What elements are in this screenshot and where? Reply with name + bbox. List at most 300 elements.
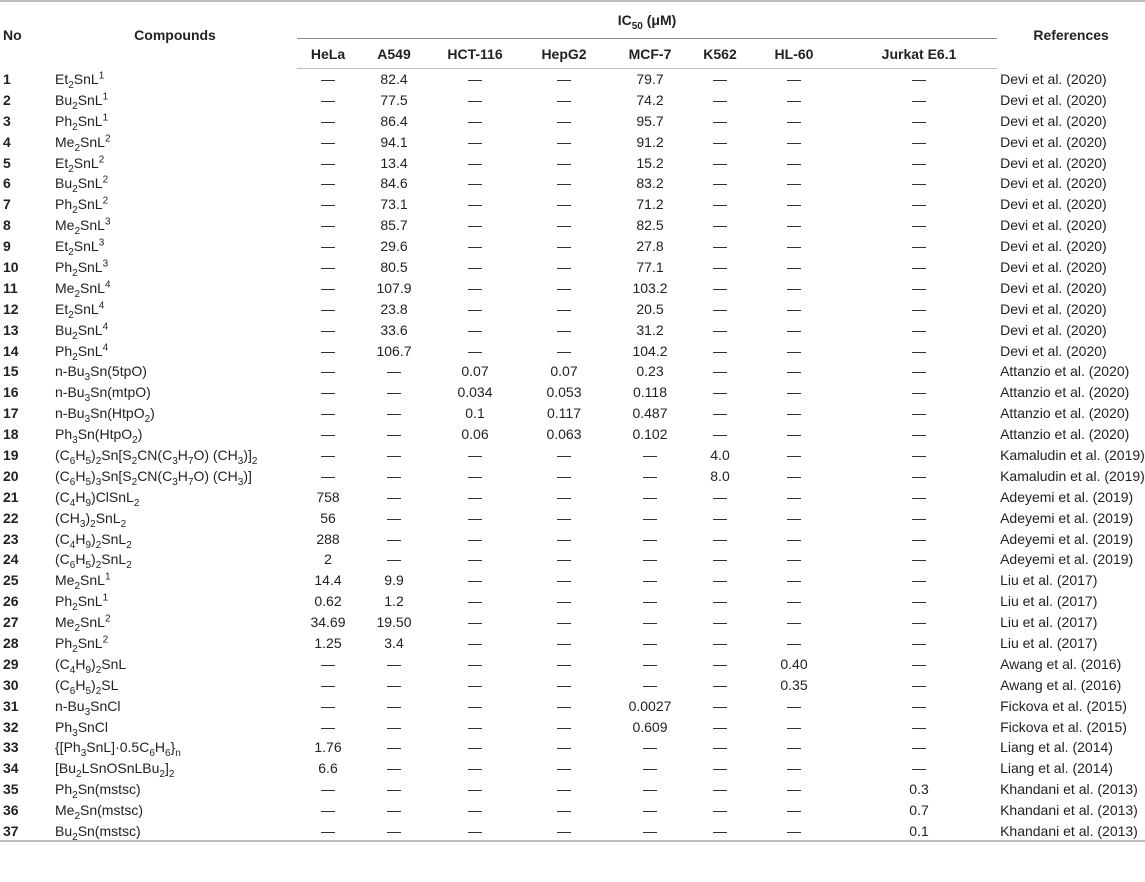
value-a549: 3.4	[384, 634, 404, 651]
reference: Devi et al. (2020)	[1000, 321, 1107, 338]
table-row	[0, 236, 1145, 257]
formula-text: LSnOSnLBu	[81, 760, 160, 777]
row-number: 5	[3, 154, 11, 171]
formula-text: SnCl	[90, 697, 121, 714]
table-row	[0, 424, 1145, 445]
value-a549: —	[387, 530, 401, 547]
formula-text: Sn(mstsc)	[77, 781, 141, 798]
value-hela: —	[321, 384, 335, 401]
formula-text: Me	[55, 133, 75, 150]
row-number: 25	[3, 572, 19, 589]
formula-subscript: 3	[84, 372, 91, 384]
value-jurkat: —	[912, 488, 927, 505]
value-hela: —	[321, 655, 335, 672]
formula-text: Me	[55, 217, 75, 234]
row-number: 30	[3, 676, 19, 693]
value-hela: 1.25	[314, 634, 342, 651]
reference: Kamaludin et al. (2019)	[1000, 446, 1145, 463]
value-hela: —	[321, 446, 335, 463]
value-jurkat: —	[912, 384, 927, 401]
value-hl-60: —	[787, 426, 801, 443]
value-hl-60: —	[787, 217, 801, 234]
compound-formula	[53, 445, 297, 466]
value-hepg2: —	[557, 718, 571, 735]
formula-subscript: 9	[85, 539, 92, 551]
value-mcf-7: —	[643, 551, 657, 568]
value-a549: —	[387, 739, 401, 756]
formula-subscript: 2	[68, 246, 74, 258]
reference: Devi et al. (2020)	[1000, 112, 1107, 129]
value-hl-60: —	[787, 342, 801, 359]
value-k562: —	[713, 781, 727, 798]
value-mcf-7: 0.102	[632, 426, 668, 443]
value-hct-116: —	[468, 217, 482, 234]
formula-subscript: 2	[74, 142, 81, 154]
value-jurkat: —	[912, 655, 927, 672]
value-hepg2: —	[557, 342, 571, 359]
formula-text: SnL	[77, 112, 103, 129]
value-k562: —	[713, 718, 727, 735]
value-hl-60: —	[787, 551, 801, 568]
value-a549: —	[387, 781, 401, 798]
row-number: 19	[3, 446, 19, 463]
value-jurkat: —	[912, 279, 927, 296]
value-k562: —	[713, 739, 727, 756]
compound-formula	[53, 319, 297, 340]
formula-text: Sn[S	[101, 467, 132, 484]
compound-formula	[53, 528, 297, 549]
value-hl-60: —	[787, 488, 801, 505]
header-jurkat: Jurkat E6.1	[841, 39, 997, 69]
value-hct-116: —	[468, 593, 482, 610]
value-a549: —	[387, 551, 401, 568]
formula-text: )	[91, 446, 96, 463]
table-row	[0, 89, 1145, 110]
value-jurkat: —	[912, 238, 927, 255]
value-k562: —	[713, 614, 727, 631]
value-jurkat: —	[912, 676, 927, 693]
formula-text: Sn(5tpO)	[90, 363, 147, 380]
header-no: No	[0, 1, 53, 69]
header-hl-60: HL-60	[747, 39, 841, 69]
value-hela: —	[321, 676, 335, 693]
formula-text: Ph	[55, 258, 73, 275]
value-hct-116: —	[468, 258, 482, 275]
reference: Liu et al. (2017)	[1000, 572, 1098, 589]
compound-formula	[53, 507, 297, 528]
value-hela: 6.6	[318, 760, 338, 777]
value-hepg2: 0.117	[547, 405, 581, 422]
formula-text: Ph	[55, 634, 73, 651]
formula-text: SnL	[73, 70, 99, 87]
value-a549: 80.5	[380, 258, 408, 275]
formula-subscript: 3	[79, 518, 86, 530]
value-hela: —	[321, 196, 335, 213]
value-a549: 33.6	[380, 321, 408, 338]
value-a549: —	[387, 655, 401, 672]
value-jurkat: —	[912, 71, 927, 88]
formula-text: SnL	[77, 196, 103, 213]
value-a549: 77.5	[380, 91, 408, 108]
row-number: 14	[3, 342, 19, 359]
formula-subscript: 9	[85, 497, 92, 509]
value-k562: —	[713, 279, 727, 296]
formula-text: Me	[55, 802, 75, 819]
value-jurkat: —	[912, 258, 927, 275]
formula-text: SnL	[77, 91, 103, 108]
value-k562: 8.0	[710, 467, 730, 484]
formula-text: Sn(mstsc)	[80, 802, 144, 819]
value-jurkat: —	[912, 760, 927, 777]
formula-subscript: 2	[126, 539, 132, 551]
row-number: 29	[3, 655, 19, 672]
value-hl-60: —	[787, 363, 801, 380]
value-k562: —	[713, 112, 727, 129]
value-k562: —	[713, 217, 727, 234]
formula-text: )	[91, 551, 96, 568]
formula-text: )ClSnL	[91, 488, 134, 505]
formula-text: H	[75, 551, 86, 568]
formula-subscript: 2	[72, 184, 78, 196]
value-hepg2: —	[557, 300, 571, 317]
reference: Devi et al. (2020)	[1000, 258, 1107, 275]
value-hct-116: 0.06	[461, 426, 489, 443]
value-hela: —	[321, 133, 335, 150]
formula-text: Sn(mtpO)	[90, 384, 151, 401]
value-jurkat: —	[912, 363, 927, 380]
formula-text: Me	[55, 614, 75, 631]
table-row	[0, 570, 1145, 591]
reference: Awang et al. (2016)	[1000, 676, 1122, 693]
row-number: 12	[3, 300, 19, 317]
formula-superscript: 1	[104, 571, 111, 583]
value-hepg2: —	[557, 91, 571, 108]
value-hl-60: —	[787, 154, 801, 171]
table-row	[0, 173, 1145, 194]
row-number: 27	[3, 614, 19, 631]
formula-text: (CH	[55, 509, 80, 526]
compound-formula	[53, 612, 297, 633]
reference: Fickova et al. (2015)	[1000, 718, 1127, 735]
reference: Attanzio et al. (2020)	[1000, 384, 1130, 401]
value-mcf-7: 95.7	[636, 112, 664, 129]
compound-formula	[53, 403, 297, 424]
formula-subscript: 2	[72, 205, 78, 217]
value-hct-116: —	[468, 91, 482, 108]
value-hela: 2	[324, 551, 332, 568]
formula-text: Bu	[55, 175, 73, 192]
value-mcf-7: 0.487	[632, 405, 668, 422]
value-hepg2: —	[557, 593, 571, 610]
formula-text: H	[75, 446, 86, 463]
value-mcf-7: 77.1	[636, 258, 664, 275]
formula-subscript: 6	[69, 685, 76, 697]
table-header	[0, 1, 1145, 69]
formula-subscript: 6	[69, 455, 76, 467]
value-a549: 1.2	[384, 593, 404, 610]
formula-subscript: 2	[95, 560, 102, 572]
reference: Liang et al. (2014)	[1000, 739, 1113, 756]
table-row	[0, 319, 1145, 340]
value-jurkat: —	[912, 739, 927, 756]
formula-text: }	[170, 739, 176, 756]
value-hela: —	[321, 91, 335, 108]
row-number: 2	[3, 91, 11, 108]
value-hct-116: —	[468, 530, 482, 547]
value-hl-60: —	[787, 739, 801, 756]
reference: Liu et al. (2017)	[1000, 614, 1098, 631]
formula-subscript: 2	[74, 288, 81, 300]
formula-subscript: 2	[168, 769, 175, 781]
header-ic50	[297, 1, 997, 39]
value-hela: —	[321, 781, 335, 798]
value-a549: —	[387, 467, 401, 484]
value-hepg2: —	[557, 760, 571, 777]
reference: Liang et al. (2014)	[1000, 760, 1113, 777]
reference: Adeyemi et al. (2019)	[1000, 530, 1134, 547]
formula-subscript: 4	[69, 497, 76, 509]
value-a549: 73.1	[380, 196, 408, 213]
value-hela: —	[321, 426, 335, 443]
value-hepg2: —	[557, 71, 571, 88]
value-hct-116: —	[468, 467, 482, 484]
value-hela: 1.76	[314, 739, 342, 756]
row-number: 37	[0, 821, 53, 842]
value-jurkat: —	[912, 551, 927, 568]
table-row	[0, 507, 1145, 528]
formula-subscript: 2	[144, 413, 151, 425]
row-number: 34	[3, 760, 19, 777]
value-hct-116: —	[468, 446, 482, 463]
formula-subscript: 2	[72, 121, 78, 133]
formula-superscript: 1	[102, 91, 109, 103]
formula-text: )]	[243, 467, 252, 484]
value-hepg2: —	[557, 258, 571, 275]
value-k562: —	[713, 572, 727, 589]
value-hepg2: —	[557, 196, 571, 213]
formula-subscript: 2	[133, 497, 140, 509]
value-hct-116: —	[468, 551, 482, 568]
row-number: 7	[3, 196, 11, 213]
value-mcf-7: —	[643, 530, 657, 547]
value-a549: 85.7	[380, 217, 408, 234]
table-row	[0, 674, 1145, 695]
value-k562: 4.0	[710, 446, 730, 463]
value-hl-60: —	[787, 781, 801, 798]
value-jurkat: 0.1	[841, 821, 997, 842]
value-mcf-7: —	[643, 760, 657, 777]
value-hela: 758	[316, 488, 340, 505]
value-hela: 56	[320, 509, 336, 526]
compound-formula	[53, 737, 297, 758]
formula-subscript: 5	[85, 685, 92, 697]
value-k562: —	[713, 760, 727, 777]
value-mcf-7: 0.609	[632, 718, 668, 735]
compound-formula	[53, 570, 297, 591]
formula-text: Sn(HtpO	[77, 426, 133, 443]
row-number: 32	[3, 718, 19, 735]
value-hepg2: —	[557, 676, 571, 693]
value-hl-60: —	[787, 279, 801, 296]
reference: Attanzio et al. (2020)	[1000, 363, 1130, 380]
value-a549: —	[387, 488, 401, 505]
value-k562: —	[693, 821, 747, 842]
formula-text: (C	[55, 446, 70, 463]
value-hepg2: —	[557, 781, 571, 798]
formula-subscript: 2	[68, 79, 74, 91]
value-jurkat: —	[912, 614, 927, 631]
formula-subscript: 5	[85, 455, 92, 467]
value-hct-116: —	[468, 509, 482, 526]
formula-subscript: 2	[72, 790, 78, 802]
formula-superscript: 2	[102, 195, 109, 207]
formula-text: SnL	[80, 572, 105, 589]
value-jurkat: 0.3	[909, 781, 929, 798]
reference: Devi et al. (2020)	[1000, 300, 1107, 317]
value-hl-60: —	[787, 321, 801, 338]
value-hl-60: —	[787, 175, 801, 192]
formula-subscript: 2	[74, 581, 81, 593]
value-a549: 82.4	[380, 71, 408, 88]
row-number: 9	[3, 238, 11, 255]
value-hct-116: —	[468, 697, 482, 714]
value-a549: —	[387, 384, 401, 401]
value-k562: —	[713, 300, 727, 317]
row-number: 31	[3, 697, 19, 714]
table-row	[0, 821, 1145, 842]
reference: Adeyemi et al. (2019)	[1000, 488, 1134, 505]
value-hct-116: —	[468, 279, 482, 296]
value-hepg2: —	[557, 321, 571, 338]
value-hct-116: —	[468, 718, 482, 735]
value-hct-116: —	[468, 71, 482, 88]
compound-formula	[53, 486, 297, 507]
table-row	[0, 152, 1145, 173]
header-ic50-sub: 50	[631, 20, 643, 32]
row-number: 4	[3, 133, 11, 150]
formula-subscript: 3	[80, 748, 87, 760]
value-mcf-7: 82.5	[636, 217, 664, 234]
value-jurkat: —	[912, 593, 927, 610]
value-jurkat: —	[912, 175, 927, 192]
value-hela: —	[321, 718, 335, 735]
compound-formula	[53, 800, 297, 821]
value-a549: 86.4	[380, 112, 408, 129]
value-mcf-7: —	[643, 593, 657, 610]
value-k562: —	[713, 258, 727, 275]
compound-formula	[53, 695, 297, 716]
value-hl-60: —	[787, 384, 801, 401]
reference: Devi et al. (2020)	[1000, 217, 1107, 234]
formula-text: {[Ph	[55, 739, 81, 756]
formula-text: n-Bu	[55, 405, 85, 422]
value-hepg2: —	[557, 217, 571, 234]
row-number: 28	[3, 634, 19, 651]
formula-text: SnL	[80, 279, 105, 296]
value-hct-116: 0.07	[461, 363, 489, 380]
formula-superscript: 4	[104, 279, 111, 291]
value-hct-116: —	[468, 655, 482, 672]
formula-superscript: 3	[98, 237, 105, 249]
formula-subscript: 2	[132, 434, 138, 446]
formula-subscript: 3	[84, 706, 91, 718]
formula-subscript: 6	[69, 476, 76, 488]
value-hl-60: —	[787, 446, 801, 463]
formula-subscript: 2	[72, 267, 78, 279]
value-k562: —	[713, 321, 727, 338]
formula-subscript: 3	[72, 434, 78, 446]
row-number: 6	[3, 175, 11, 192]
value-hela: —	[321, 175, 335, 192]
table-row	[0, 382, 1145, 403]
value-hepg2: —	[557, 112, 571, 129]
value-mcf-7: —	[643, 655, 657, 672]
formula-subscript: 7	[187, 476, 194, 488]
value-hepg2: —	[557, 238, 571, 255]
value-hela: —	[321, 238, 335, 255]
formula-subscript: 2	[72, 100, 78, 112]
value-jurkat: —	[912, 426, 927, 443]
formula-text: H	[75, 488, 86, 505]
formula-text: Sn(HtpO	[90, 405, 145, 422]
formula-text: SnL	[101, 655, 127, 672]
compound-formula	[53, 89, 297, 110]
compound-formula	[53, 257, 297, 278]
value-a549: —	[387, 718, 401, 735]
formula-text: (C	[55, 467, 70, 484]
reference: Attanzio et al. (2020)	[1000, 405, 1130, 422]
value-k562: —	[713, 655, 727, 672]
formula-text: (C	[55, 530, 70, 547]
formula-text: Et	[55, 70, 69, 87]
value-hct-116: —	[468, 300, 482, 317]
formula-subscript: 2	[131, 455, 138, 467]
compound-formula	[53, 424, 297, 445]
value-mcf-7: 15.2	[636, 154, 664, 171]
formula-subscript: 2	[120, 518, 127, 530]
value-jurkat: —	[912, 133, 927, 150]
value-hepg2: —	[557, 175, 571, 192]
formula-text: Ph	[55, 426, 73, 443]
formula-text: Bu	[55, 822, 73, 839]
formula-superscript: 4	[98, 300, 105, 312]
value-hct-116: —	[429, 821, 521, 842]
compound-formula	[53, 821, 297, 842]
formula-text: )	[91, 530, 96, 547]
reference: Adeyemi et al. (2019)	[1000, 551, 1134, 568]
value-a549: —	[387, 697, 401, 714]
formula-text: Ph	[55, 593, 73, 610]
value-mcf-7: —	[643, 802, 657, 819]
value-hela: —	[321, 279, 335, 296]
value-k562: —	[713, 405, 727, 422]
reference: Devi et al. (2020)	[1000, 279, 1107, 296]
formula-text: Ph	[55, 718, 73, 735]
value-hepg2: 0.063	[546, 426, 582, 443]
value-jurkat: —	[912, 467, 927, 484]
table-row	[0, 131, 1145, 152]
formula-subscript: 3	[95, 476, 102, 488]
value-hl-60: —	[787, 509, 801, 526]
row-number: 13	[3, 321, 19, 338]
value-jurkat: —	[912, 718, 927, 735]
value-hl-60: —	[787, 71, 801, 88]
value-hepg2: —	[557, 572, 571, 589]
formula-text: )	[137, 426, 143, 443]
formula-subscript: 2	[95, 685, 102, 697]
value-hepg2: —	[557, 655, 571, 672]
row-number: 1	[3, 70, 11, 87]
